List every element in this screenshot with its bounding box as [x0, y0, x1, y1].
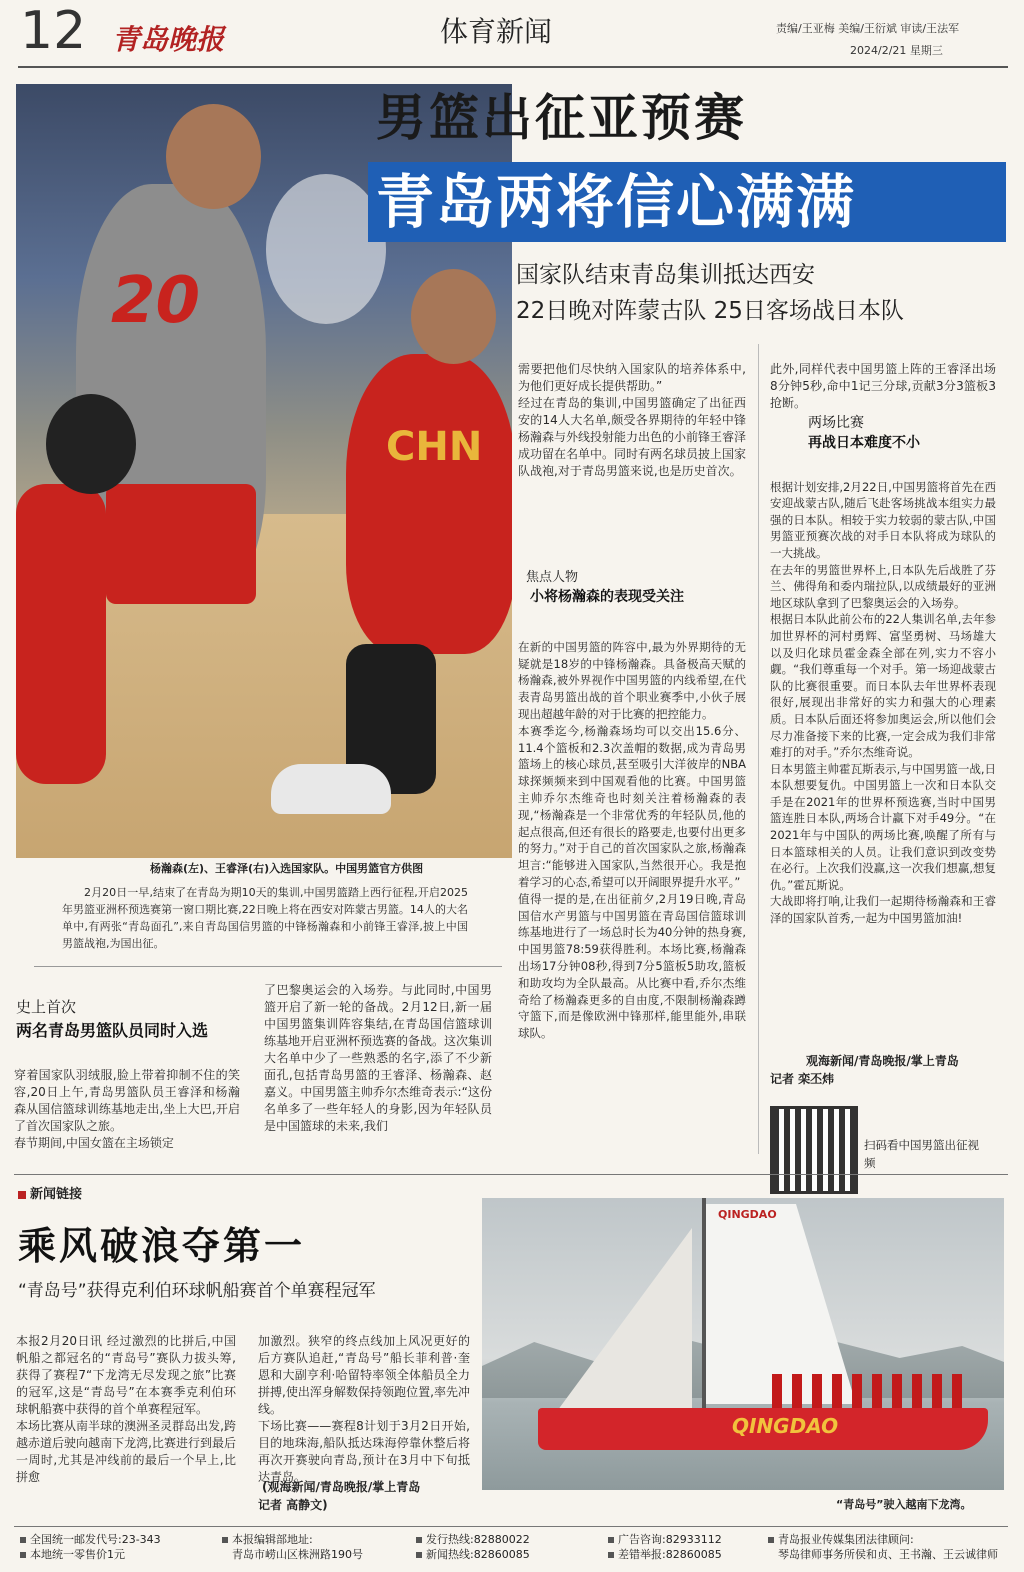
footer-marker-3b	[416, 1552, 422, 1558]
news-col-1-text: 本报2月20日讯 经过激烈的比拼后,中国帆船之都冠名的“青岛号”赛队力拔头筹,获得了赛程7“下龙湾无尽发现之旅”比赛的冠军,这是“青岛号”在本赛季克利伯环球帆船赛中获得的首个单赛程冠军。 本场比赛从南半球的澳洲圣灵群岛出发,跨越赤道后驶向越南下龙湾,比赛进行到最后一周时,尤其是冲线前的最后一个早上,比拼愈	[16, 1334, 236, 1484]
side-col-1	[14, 1050, 240, 1152]
main-col-b-text: 此外,同样代表中国男篮上阵的王睿泽出场8分钟5秒,命中1记三分球,贡献3分3篮板3抢断。	[770, 362, 996, 410]
footer-cell-1-l2: 本地统一零售价1元	[30, 1548, 125, 1561]
two-games-title-2: 再战日本难度不小	[808, 435, 920, 451]
footer-marker-4	[608, 1537, 614, 1543]
footer-cell-2	[222, 1532, 363, 1562]
hull-name: QINGDAO	[732, 1414, 839, 1438]
jib-sail	[552, 1228, 692, 1418]
player-chn-shoe	[271, 764, 391, 814]
news-reporter: 记者 高静文)	[258, 1498, 328, 1512]
focus-kicker: 焦点人物	[526, 570, 579, 585]
news-link-label	[18, 1183, 82, 1202]
lead-rule	[34, 966, 502, 967]
page-number: 12	[20, 1, 87, 61]
player-20-head	[166, 104, 261, 209]
footer-cell-5	[768, 1532, 998, 1562]
section-title: 体育新闻	[440, 15, 553, 48]
masthead-rule	[18, 66, 1008, 68]
side-col-1-text: 穿着国家队羽绒服,脸上带着抑制不住的笑容,20日上午,青岛男篮队员王睿泽和杨瀚森从国信篮球训练基地走出,坐上大巴,开启了首次国家队之旅。 春节期间,中国女篮在主场锁定	[14, 1068, 240, 1150]
side-col-2-text: 了巴黎奥运会的入场券。与此同时,中国男篮开启了新一轮的备战。2月12日,新一届中国男篮集训阵容集结,在青岛国信篮球训练基地开启亚洲杯预选赛的备战。这次集训大名单中少了一些熟悉的名字,添了不少新面孔,包括青岛男篮的王睿泽、杨瀚森、赵嘉义。中国男篮主帅乔尔杰维奇表示:“这份名单多了一些年轻人的身影,因为年轻队员是中国篮球的未来,我们	[264, 983, 493, 1133]
news-col-2-text: 加激烈。狭窄的终点线加上风况更好的后方赛队追赶,“青岛号”船长菲利普·奎恩和大副亨利·哈留特率领全体船员全力拼搏,使出浑身解数保持领跑位置,率先冲线。 下场比赛——赛程8计划于3月2日开始,目的地珠海,船队抵达珠海停靠休整后将再次开赛驶向青岛,预计在3月中下旬抵达青岛。	[258, 1334, 470, 1484]
subhead-1: 国家队结束青岛集训抵达西安	[516, 262, 815, 288]
footer-cell-3-l2: 新闻热线:82860085	[426, 1548, 530, 1561]
player-20-shorts	[106, 484, 256, 604]
sailing-photo	[482, 1198, 1004, 1490]
footer-marker-4b	[608, 1552, 614, 1558]
footer-cell-3	[416, 1532, 530, 1562]
news-byline: (观海新闻/青岛晚报/掌上青岛	[262, 1480, 421, 1494]
footer-cell-3-l1: 发行热线:82880022	[426, 1533, 530, 1546]
section-rule	[14, 1174, 1008, 1175]
footer-marker-1b	[20, 1552, 26, 1558]
lead-text: 2月20日一早,结束了在青岛为期10天的集训,中国男篮踏上西行征程,开启2025年男篮亚洲杯预选赛第一窗口期比赛,22日晚上将在西安对阵蒙古男篮。14人的大名单中,有两张“青岛面孔”,来自青岛国信男篮的中锋杨瀚森和小前锋王睿泽,披上中国男篮战袍,为国出征。	[62, 886, 468, 950]
footer-marker-1	[20, 1537, 26, 1543]
lead-paragraph	[62, 884, 468, 952]
mast	[702, 1198, 706, 1428]
qr-caption: 扫码看中国男篮出征视频	[864, 1138, 979, 1170]
reporter: 记者 栾丕炜	[770, 1072, 835, 1086]
main-col-b-part1	[770, 344, 996, 412]
main-col-a-text: 需要把他们尽快纳入国家队的培养体系中,为他们更好成长提供帮助。” 经过在青岛的集训,中国男篮确定了出征西安的14人大名单,颇受各界期待的年轻中锋杨瀚森与外线投射能力出色的小前锋王睿泽成功留在名单中。同时有两名球员披上国家队战袍,对于青岛男篮来说,也是历史首次。	[518, 362, 747, 478]
side-kicker: 史上首次	[16, 998, 77, 1016]
qr-code[interactable]	[770, 1106, 858, 1194]
two-games-title-1: 两场比赛	[808, 415, 864, 431]
footer-marker-3	[416, 1537, 422, 1543]
footer-cell-5-l2: 琴岛律师事务所侯和贞、王书瀚、王云诚律师	[778, 1548, 998, 1561]
main-col-a-part1	[518, 344, 746, 480]
news-col-2	[258, 1316, 470, 1486]
subhead-2: 22日晚对阵蒙古队 25日客场战日本队	[516, 298, 904, 324]
footer-cell-5-l1: 青岛报业传媒集团法律顾问:	[778, 1533, 914, 1546]
paper-logo: 青岛晚报	[112, 23, 225, 56]
player-chn-silhouette	[346, 354, 512, 654]
jersey-chn-text: CHN	[386, 424, 483, 470]
player-chn-head	[411, 269, 496, 364]
footer-marker-5	[768, 1537, 774, 1543]
news-link-marker	[18, 1191, 26, 1199]
news-col-1	[16, 1316, 236, 1486]
issue-date: 2024/2/21 星期三	[850, 44, 943, 57]
footer-cell-4-l1: 广告咨询:82933112	[618, 1533, 722, 1546]
footer-rule	[14, 1526, 1008, 1527]
column-divider-a	[758, 344, 759, 1154]
footer-marker-2	[222, 1537, 228, 1543]
side-title: 两名青岛男篮队员同时入选	[16, 1021, 209, 1040]
byline: 观海新闻/青岛晚报/掌上青岛	[806, 1054, 959, 1068]
side-col-2	[264, 982, 492, 1135]
editors-line: 责编/王亚梅 美编/王衍斌 审读/王法军	[776, 22, 960, 35]
jersey-number-20: 20	[111, 264, 201, 338]
footer-cell-2-l2: 青岛市崂山区株洲路190号	[232, 1548, 363, 1561]
headline-secondary: 青岛两将信心满满	[376, 168, 857, 236]
main-col-b-text-2: 根据计划安排,2月22日,中国男篮将首先在西安迎战蒙古队,随后飞赴客场挑战本组实力最强的日本队。相较于实力较弱的蒙古队,中国男篮亚预赛次战的对手日本队将成为球队的一大挑战。 在去年的男篮世界杯上,日本队先后战胜了芬兰、佛得角和委内瑞拉队,以成绩最好的亚洲地区球队拿到了巴黎奥运会的入场券。 根据日本队此前公布的22人集训名单,去年参加世界杯的河村勇辉、富坚勇树、马场雄大以及归化球员霍金森全部在列,实力不容小觑。“我们尊重每一个对手。第一场迎战蒙古队的比赛很重要。而日本队去年世界杯表现很好,展现出非常好的实力和强大的心理素质。日本队后面还将参加奥运会,所以他们会尽力准备接下来的比赛,一定会成为我们非常难打的对手。”乔尔杰维奇说。 日本男篮主帅霍瓦斯表示,与中国男篮一战,日本队想要复仇。中国男篮上一次和日本队交手是在2021年的世界杯预选赛,当时中国男篮连胜日本队,两场合计赢下对手49分。“在2021年与中国队的两场比赛,唤醒了所有与日本篮球相关的人员。让我们意识到改变势在必行。上次我们没赢,这一次我们想赢,想复仇。”霍瓦斯说。 大战即将打响,让我们一起期待杨瀚森和王睿泽的国家队首秀,一起为中国男篮加油!	[770, 479, 996, 926]
player-left-head	[46, 394, 136, 494]
crew-row	[772, 1374, 972, 1408]
main-col-a-part2	[518, 622, 746, 1042]
main-col-a-text-2: 在新的中国男篮的阵容中,最为外界期待的无疑就是18岁的中锋杨瀚森。具备极高天赋的杨瀚森,被外界视作中国男篮的内线希望,在代表青岛男篮出战的首个职业赛季中,小伙子展现出超越年龄的对于比赛的把控能力。 本赛季迄今,杨瀚森场均可以交出15.6分、11.4个篮板和2.3次盖帽的数据,成为青岛男篮场上的核心球员,甚至吸引大洋彼岸的NBA球探频频来到中国观看他的比赛。中国男篮主帅乔尔杰维奇也时刻关注着杨瀚森的表现,“杨瀚森是一个非常优秀的年轻队员,他的起点很高,但还有很长的路要走,也要付出更多的努力。”对于自己的首次国家队之旅,杨瀚森坦言:“能够进入国家队,当然很开心。我是抱着学习的心态,希望可以开阔眼界提升水平。” 值得一提的是,在出征前夕,2月19日晚,青岛国信水产男篮与中国男篮在青岛国信篮球训练基地进行了一场总时长为40分钟的热身赛,中国男篮78:59获得胜利。本场比赛,杨瀚森出场17分钟08秒,得到7分5篮板5助攻,篮板和助攻均为全队最高。从比赛中看,乔尔杰维奇给了杨瀚森更多的自由度,不限制杨瀚森蹲守篮下,而是像欧洲中锋那样,能里能外,串联球队。	[518, 639, 746, 1041]
footer-cell-4-l2: 差错举报:82860085	[618, 1548, 722, 1561]
footer-cell-4	[608, 1532, 722, 1562]
focus-title: 小将杨瀚森的表现受关注	[530, 589, 684, 605]
news-link-label-text: 新闻链接	[30, 1187, 83, 1202]
main-col-b-part2	[770, 462, 996, 927]
sail-brand: QINGDAO	[718, 1208, 777, 1221]
news-link-subhead: “青岛号”获得克利伯环球帆船赛首个单赛程冠军	[18, 1281, 376, 1301]
footer-cell-1	[20, 1532, 161, 1562]
player-left-silhouette	[16, 484, 106, 784]
photo-caption: 杨瀚森(左)、王睿泽(右)入选国家队。中国男篮官方供图	[150, 862, 424, 875]
footer-cell-1-l1: 全国统一邮发代号:23-343	[30, 1533, 161, 1546]
footer-cell-2-l1: 本报编辑部地址:	[232, 1533, 313, 1546]
headline-primary: 男篮出征亚预赛	[376, 89, 747, 147]
sailing-photo-caption: “青岛号”驶入越南下龙湾。	[836, 1498, 972, 1511]
news-link-headline: 乘风破浪夺第一	[18, 1224, 306, 1268]
